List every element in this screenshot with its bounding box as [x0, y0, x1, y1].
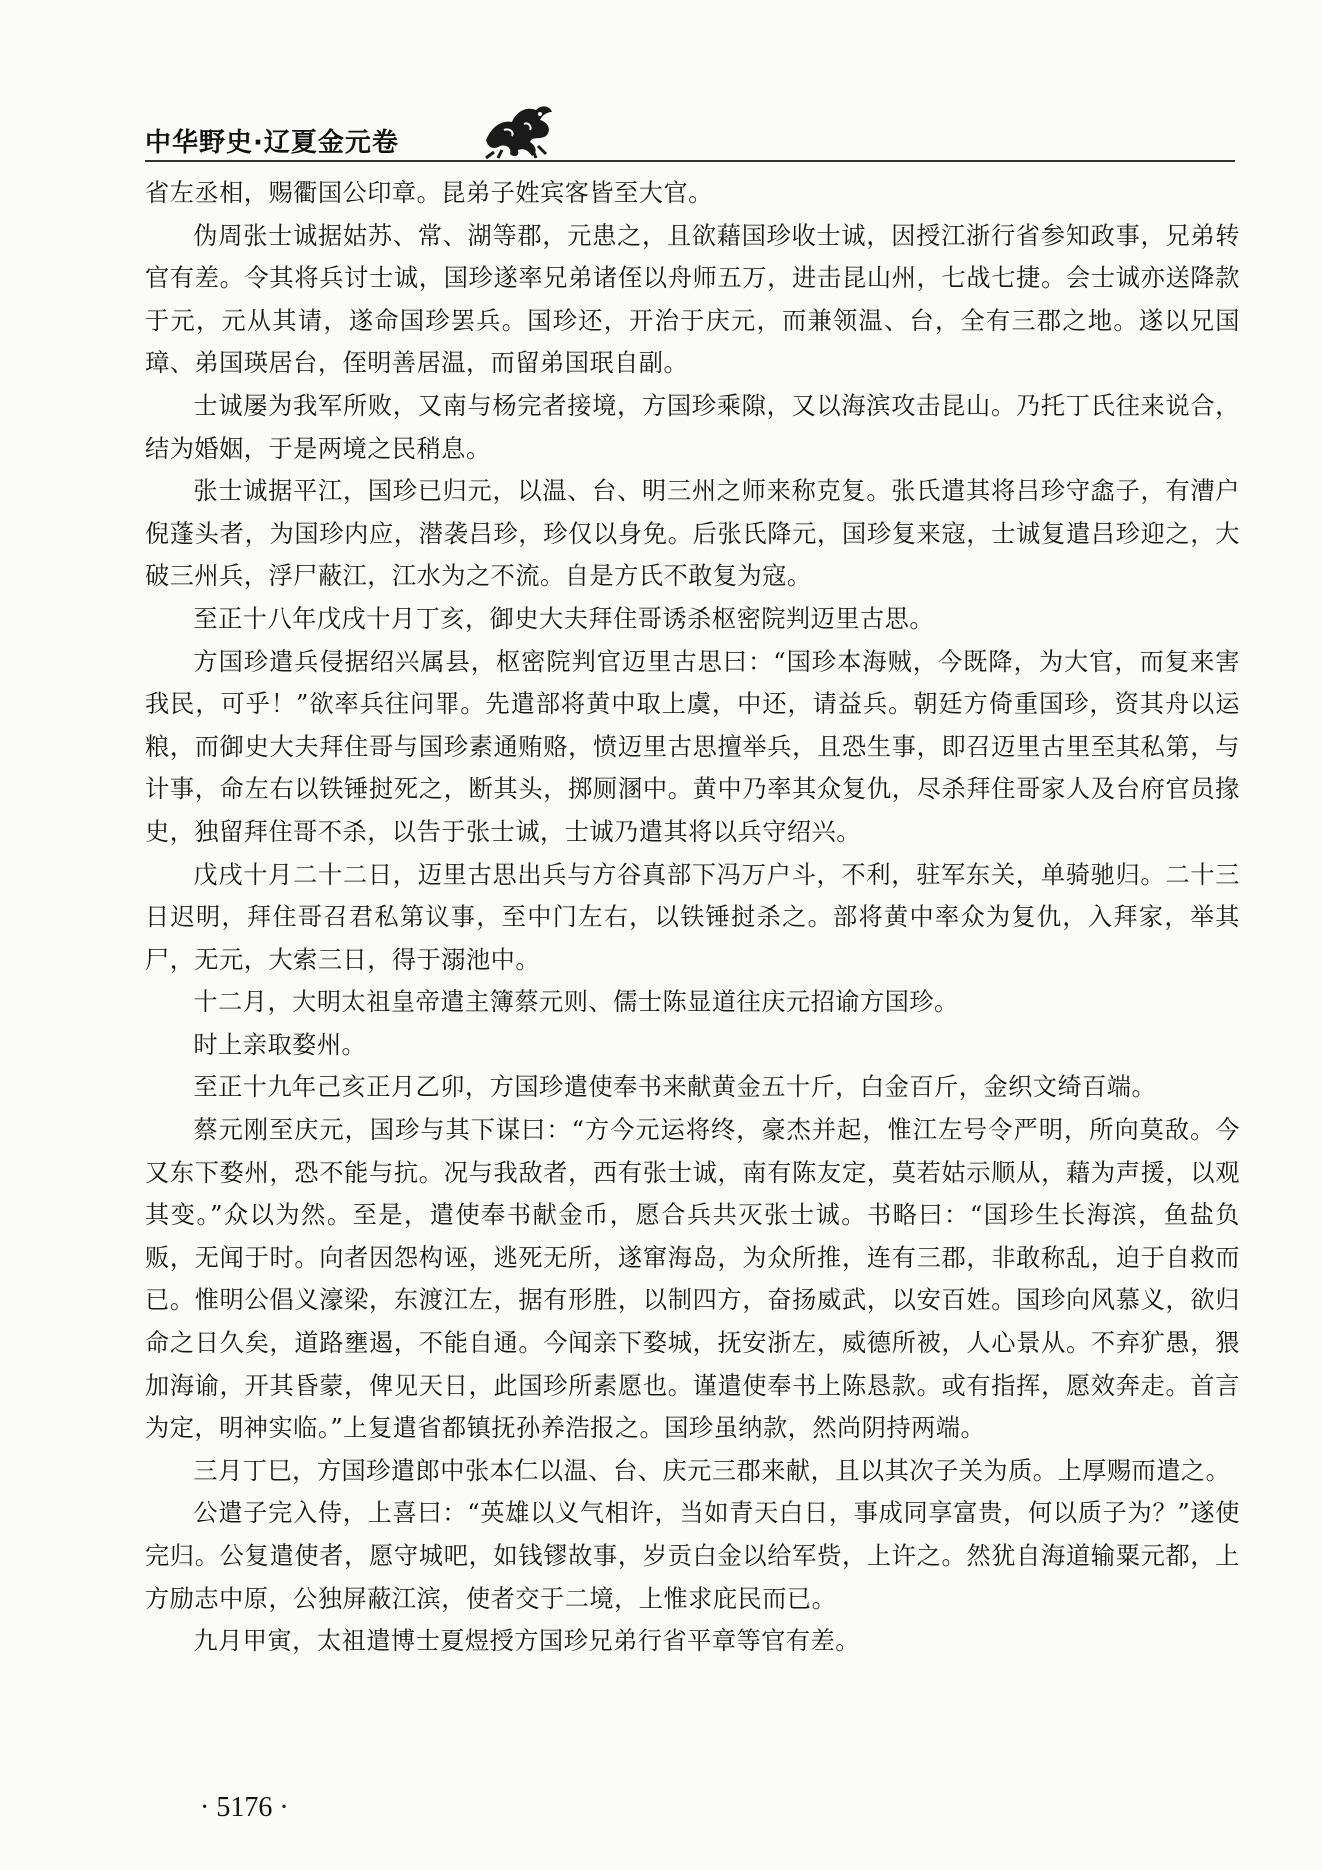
book-title: 中华野史·辽夏金元卷	[145, 128, 399, 158]
paragraph: 九月甲寅，太祖遣博士夏煜授方国珍兄弟行省平章等官有差。	[193, 1627, 860, 1656]
paragraph: 戊戌十月二十二日，迈里古思出兵与方谷真部下冯万户斗，不利，驻军东关，单骑驰归。二十三日迟明，拜住哥召君私第议事，至中门左右，以铁锤挝杀之。部将黄中率众为复仇，入拜家，举其尸，无元，大索三日，得于溺池中。	[145, 860, 1240, 974]
body-text	[145, 172, 1240, 1663]
paragraph: 至正十九年己亥正月乙卯，方国珍遣使奉书来献黄金五十斤，白金百斤，金织文绮百端。	[193, 1073, 1157, 1102]
paragraph: 伪周张士诚据姑苏、常、湖等郡，元患之，且欲藉国珍收士诚，因授江浙行省参知政事，兄弟转官有差。令其将兵讨士诚，国珍遂率兄弟诸侄以舟师五万，进击昆山州，七战七捷。会士诚亦送降款于元，元从其请，遂命国珍罢兵。国珍还，开治于庆元，而兼领温、台，全有三郡之地。遂以兄国璋、弟国瑛居台，侄明善居温，而留弟国珉自副。	[145, 221, 1240, 378]
running-header	[145, 100, 585, 160]
paragraph: 方国珍遣兵侵据绍兴属县，枢密院判官迈里古思曰：“国珍本海贼，今既降，为大官，而复来害我民，可乎！”欲率兵往问罪。先遣部将黄中取上虞，中还，请益兵。朝廷方倚重国珍，资其舟以运粮，而御史大夫拜住哥与国珍素通贿赂，愤迈里古思擅举兵，且恐生事，即召迈里古里至其私第，与计事，命左右以铁锤挝死之，断其头，掷厕溷中。黄中乃率其众复仇，尽杀拜住哥家人及台府官员掾史，独留拜住哥不杀，以告于张士诚，士诚乃遣其将以兵守绍兴。	[145, 647, 1240, 846]
paragraph: 公遣子完入侍，上喜曰：“英雄以义气相许，当如青天白日，事成同享富贵，何以质子为？”遂使完归。公复遣使者，愿守城吧，如钱镠故事，岁贡白金以给军赀，上许之。然犹自海道输粟元都，上方励志中原，公独屏蔽江滨，使者交于二境，上惟求庇民而已。	[145, 1499, 1240, 1613]
paragraph: 时上亲取婺州。	[193, 1030, 367, 1059]
paragraph: 三月丁巳，方国珍遣郎中张本仁以温、台、庆元三郡来献，且以其次子关为质。上厚赐而遣之。	[193, 1456, 1231, 1485]
paragraph: 省左丞相，赐衢国公印章。昆弟子姓宾客皆至大官。	[145, 179, 713, 207]
page-number: · 5176 ·	[200, 1792, 289, 1823]
paragraph: 至正十八年戊戌十月丁亥，御史大夫拜住哥诱杀枢密院判迈里古思。	[193, 604, 935, 633]
dragon-emblem-icon	[480, 100, 560, 160]
paragraph: 张士诚据平江，国珍已归元，以温、台、明三州之师来称克复。张氏遣其将吕珍守嵞子，有漕户倪蓬头者，为国珍内应，潜袭吕珍，珍仅以身免。后张氏降元，国珍复来寇，士诚复遣吕珍迎之，大破三州兵，浮尸蔽江，江水为之不流。自是方氏不敢复为寇。	[145, 477, 1240, 591]
paragraph: 士诚屡为我军所败，又南与杨完者接境，方国珍乘隙，又以海滨攻击昆山。乃托丁氏往来说合，结为婚姻，于是两境之民稍息。	[145, 391, 1240, 463]
paragraph: 蔡元刚至庆元，国珍与其下谋曰：“方今元运将终，豪杰并起，惟江左号令严明，所向莫敌。今又东下婺州，恐不能与抗。况与我敌者，西有张士诚，南有陈友定，莫若姑示顺从，藉为声援，以观其变。”众以为然。至是，遣使奉书献金币，愿合兵共灭张士诚。书略曰：“国珍生长海滨，鱼盐负贩，无闻于时。向者因怨构诬，逃死无所，遂窜海岛，为众所推，连有三郡，非敢称乱，迫于自救而已。惟明公倡义濠梁，东渡江左，据有形胜，以制四方，奋扬威武，以安百姓。国珍向风慕义，欲归命之日久矣，道路壅遏，不能自通。今闻亲下婺城，抚安浙左，威德所被，人心景从。不弃犷愚，猥加海谕，开其昏蒙，俾见天日，此国珍所素愿也。谨遣使奉书上陈恳款。或有指挥，愿效奔走。首言为定，明神实临。”上复遣省都镇抚孙养浩报之。国珍虽纳款，然尚阴持两端。	[145, 1116, 1240, 1443]
paragraph: 十二月，大明太祖皇帝遣主簿蔡元则、儒士陈显道往庆元招谕方国珍。	[193, 988, 959, 1017]
header-rule	[145, 160, 1235, 162]
